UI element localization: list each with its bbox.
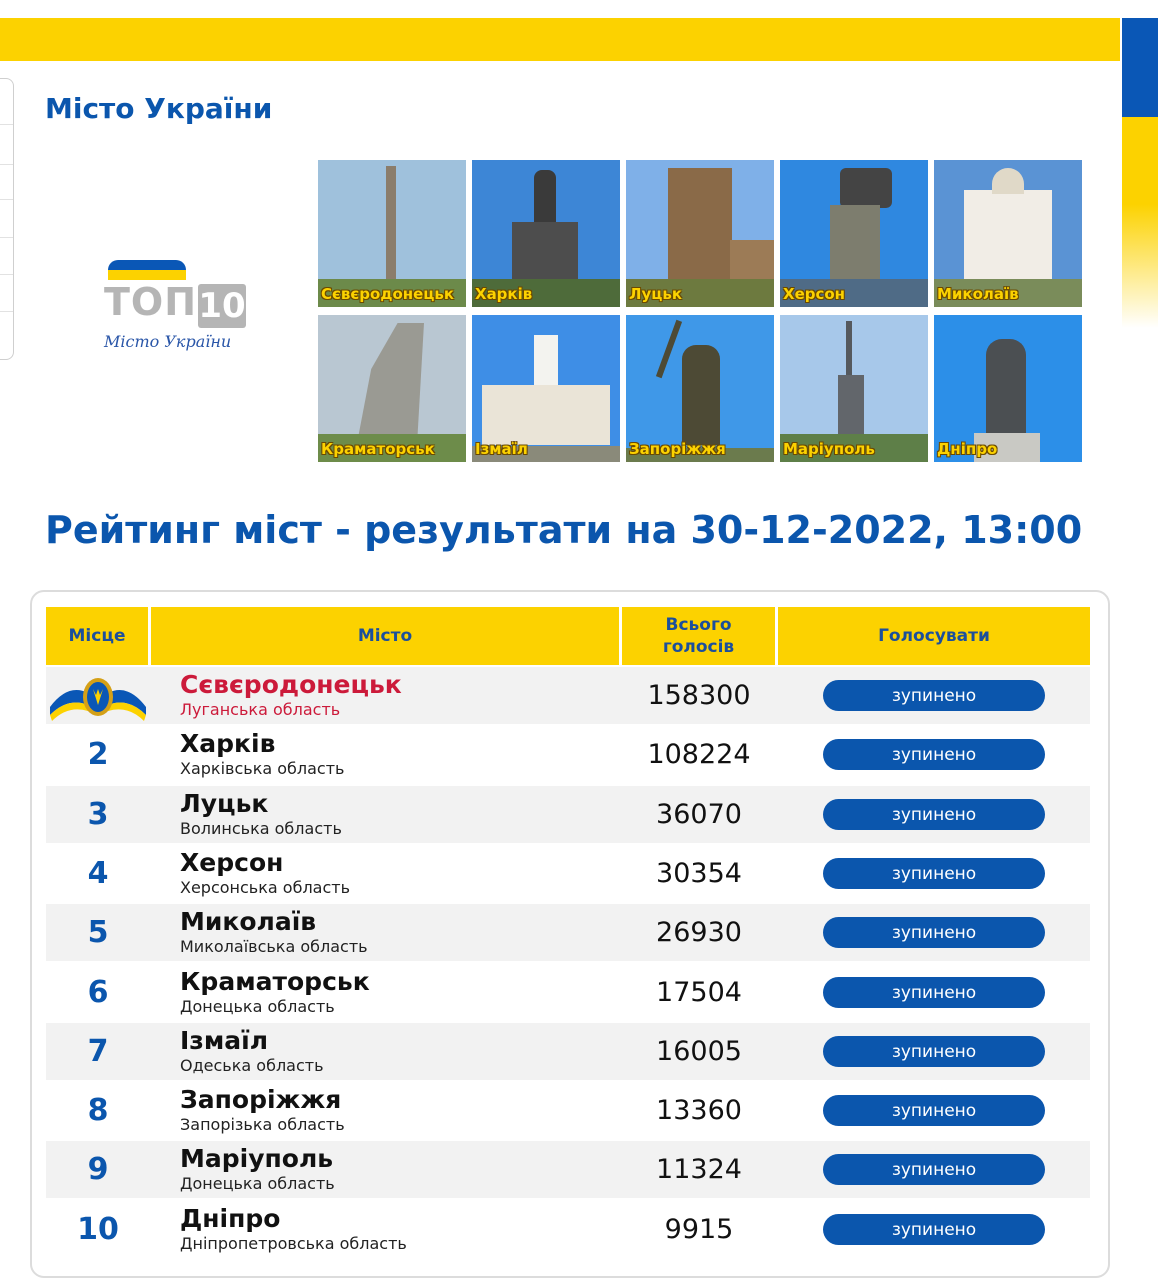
gallery-caption: Миколаїв — [937, 285, 1019, 303]
vote-count: 9915 — [664, 1214, 734, 1245]
region-name: Одеська область — [180, 1056, 324, 1075]
city-name[interactable]: Краматорськ — [180, 967, 370, 996]
rank-number: 9 — [87, 1152, 109, 1187]
city-name[interactable]: Херсон — [180, 848, 284, 877]
table-row — [46, 904, 1090, 961]
city-name[interactable]: Дніпро — [180, 1204, 281, 1233]
city-name[interactable]: Миколаїв — [180, 907, 317, 936]
gallery-caption: Дніпро — [937, 440, 998, 458]
rank-number: 10 — [77, 1212, 119, 1247]
table-row — [46, 1201, 1090, 1258]
gallery-photo[interactable] — [780, 160, 928, 307]
table-row — [46, 667, 1090, 724]
vote-button[interactable]: зупинено — [823, 977, 1045, 1008]
vote-count: 158300 — [647, 680, 751, 711]
region-name: Херсонська область — [180, 878, 351, 897]
vote-count: 108224 — [647, 739, 751, 770]
vote-count: 13360 — [656, 1095, 742, 1126]
header-votes: Всього голосів — [622, 607, 775, 665]
city-name[interactable]: Луцьк — [180, 789, 269, 818]
city-gallery — [318, 160, 1086, 462]
header-place: Місце — [46, 607, 148, 665]
vote-button[interactable]: зупинено — [823, 858, 1045, 889]
rank-number: 4 — [87, 856, 109, 891]
region-name: Харківська область — [180, 759, 345, 778]
table-row — [46, 1082, 1090, 1139]
city-name[interactable]: Маріуполь — [180, 1144, 334, 1173]
gallery-caption: Сєвєродонецьк — [321, 285, 455, 303]
table-row — [46, 786, 1090, 843]
vote-button[interactable]: зупинено — [823, 1036, 1045, 1067]
city-name[interactable]: Запоріжжя — [180, 1085, 342, 1114]
table-header — [46, 607, 1090, 665]
gallery-photo[interactable] — [472, 160, 620, 307]
rank-number: 6 — [87, 975, 109, 1010]
site-title[interactable]: Місто України — [45, 92, 273, 125]
logo-word: ТОП — [104, 280, 198, 324]
top-yellow-bar — [0, 18, 1120, 61]
gallery-photo[interactable] — [780, 315, 928, 462]
gallery-caption: Краматорськ — [321, 440, 435, 458]
region-name: Волинська область — [180, 819, 342, 838]
rank-number: 5 — [87, 915, 109, 950]
vote-count: 36070 — [656, 799, 742, 830]
vote-button[interactable]: зупинено — [823, 1154, 1045, 1185]
table-row — [46, 1023, 1090, 1080]
header-vote: Голосувати — [778, 607, 1090, 665]
top10-logo[interactable] — [98, 258, 258, 368]
region-name: Запорізька область — [180, 1115, 345, 1134]
gallery-caption: Ізмаїл — [475, 440, 528, 458]
gallery-caption: Луцьк — [629, 285, 683, 303]
vote-button[interactable]: зупинено — [823, 799, 1045, 830]
gallery-caption: Харків — [475, 285, 533, 303]
header-city: Місто — [151, 607, 619, 665]
gallery-photo[interactable] — [934, 315, 1082, 462]
vote-count: 16005 — [656, 1036, 742, 1067]
gallery-photo[interactable] — [626, 160, 774, 307]
vote-count: 30354 — [656, 858, 742, 889]
gallery-photo[interactable] — [472, 315, 620, 462]
vote-count: 26930 — [656, 917, 742, 948]
region-name: Дніпропетровська область — [180, 1234, 407, 1253]
vote-button[interactable]: зупинено — [823, 1214, 1045, 1245]
logo-flag-blue — [108, 260, 186, 270]
vote-count: 17504 — [656, 977, 742, 1008]
gallery-photo[interactable] — [318, 315, 466, 462]
gallery-photo[interactable] — [934, 160, 1082, 307]
rank-number: 2 — [87, 737, 109, 772]
region-name: Донецька область — [180, 997, 335, 1016]
logo-tagline: Місто України — [104, 332, 232, 351]
region-name: Луганська область — [180, 700, 341, 719]
vote-button[interactable]: зупинено — [823, 680, 1045, 711]
vote-button[interactable]: зупинено — [823, 739, 1045, 770]
logo-number: 10 — [198, 286, 246, 326]
gallery-photo[interactable] — [626, 315, 774, 462]
trophy-emblem-icon — [48, 671, 148, 721]
gallery-caption: Запоріжжя — [629, 440, 726, 458]
vote-button[interactable]: зупинено — [823, 917, 1045, 948]
logo-flag-yellow — [108, 270, 186, 280]
rank-number: 3 — [87, 797, 109, 832]
gallery-photo[interactable] — [318, 160, 466, 307]
table-row — [46, 964, 1090, 1021]
rank-number: 8 — [87, 1093, 109, 1128]
city-name[interactable]: Сєвєродонецьк — [180, 670, 402, 699]
vote-count: 11324 — [656, 1154, 742, 1185]
table-row — [46, 726, 1090, 783]
gallery-caption: Херсон — [783, 285, 846, 303]
gallery-caption: Маріуполь — [783, 440, 875, 458]
side-panel-tab[interactable] — [0, 78, 14, 360]
region-name: Миколаївська область — [180, 937, 368, 956]
table-row — [46, 845, 1090, 902]
table-row — [46, 1141, 1090, 1198]
rating-heading: Рейтинг міст - результати на 30-12-2022, 13:00 — [45, 508, 1083, 552]
region-name: Донецька область — [180, 1174, 335, 1193]
flag-side-strip — [1122, 18, 1158, 328]
rank-number: 7 — [87, 1034, 109, 1069]
vote-button[interactable]: зупинено — [823, 1095, 1045, 1126]
city-name[interactable]: Харків — [180, 729, 276, 758]
city-name[interactable]: Ізмаїл — [180, 1026, 269, 1055]
